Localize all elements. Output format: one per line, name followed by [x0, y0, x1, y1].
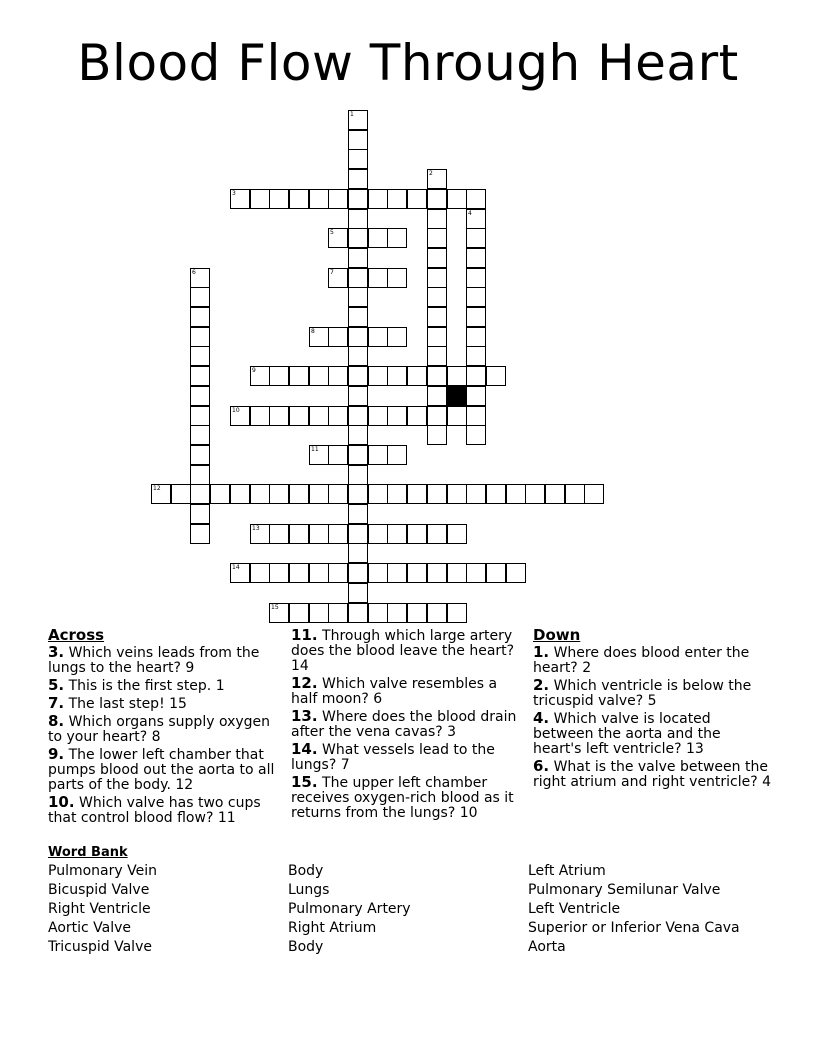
- clue-number: 10: [232, 407, 240, 414]
- grid-cell[interactable]: [328, 406, 348, 426]
- grid-cell[interactable]: [387, 366, 407, 386]
- grid-cell[interactable]: [190, 524, 210, 544]
- grid-cell[interactable]: [368, 524, 388, 544]
- grid-cell[interactable]: [348, 603, 368, 623]
- grid-cell[interactable]: [190, 366, 210, 386]
- word-bank-item: Right Ventricle: [48, 901, 151, 917]
- grid-cell[interactable]: [250, 524, 270, 544]
- grid-cell[interactable]: [486, 366, 506, 386]
- grid-cell[interactable]: [348, 543, 368, 563]
- grid-cell[interactable]: [427, 307, 447, 327]
- grid-cell[interactable]: [190, 386, 210, 406]
- grid-cell[interactable]: [427, 563, 447, 583]
- grid-cell[interactable]: [269, 563, 289, 583]
- grid-cell[interactable]: [269, 524, 289, 544]
- grid-cell[interactable]: [387, 445, 407, 465]
- clue-number: 2: [429, 170, 433, 177]
- grid-cell[interactable]: [348, 484, 368, 504]
- grid-cell[interactable]: [328, 327, 348, 347]
- grid-cell[interactable]: [348, 228, 368, 248]
- clue-number: 7: [330, 269, 334, 276]
- grid-cell[interactable]: [348, 366, 368, 386]
- grid-cell[interactable]: [190, 425, 210, 445]
- grid-cell[interactable]: [407, 189, 427, 209]
- grid-cell[interactable]: [348, 425, 368, 445]
- word-bank-item: Body: [288, 863, 324, 879]
- grid-cell[interactable]: [407, 563, 427, 583]
- clue-number: 9: [252, 367, 256, 374]
- across-clues-col-2: [291, 628, 519, 823]
- grid-cell[interactable]: [466, 406, 486, 426]
- grid-cell[interactable]: [427, 287, 447, 307]
- word-bank-item: Pulmonary Semilunar Valve: [528, 882, 721, 898]
- grid-cell[interactable]: [466, 189, 486, 209]
- clue-number: 11: [311, 446, 319, 453]
- grid-cell[interactable]: [427, 327, 447, 347]
- grid-cell[interactable]: [309, 445, 329, 465]
- grid-cell[interactable]: [190, 504, 210, 524]
- word-bank-item: Left Ventricle: [528, 901, 621, 917]
- grid-cell[interactable]: [407, 603, 427, 623]
- grid-cell[interactable]: [289, 484, 309, 504]
- grid-cell[interactable]: [250, 484, 270, 504]
- clue-across-14: 14. What vessels lead to the lungs? 7: [291, 740, 495, 773]
- clue-number: 3: [232, 190, 236, 197]
- grid-cell[interactable]: [387, 327, 407, 347]
- grid-cell[interactable]: [348, 130, 368, 150]
- grid-cell[interactable]: [269, 366, 289, 386]
- clue-down-1: 1. Where does blood enter the heart? 2: [533, 643, 750, 676]
- clue-down-2: 2. Which ventricle is below the tricuspid valve? 5: [533, 676, 752, 709]
- clue-across-8: 8. Which organs supply oxygen to your heart? 8: [48, 712, 271, 745]
- grid-cell[interactable]: [447, 524, 467, 544]
- grid-cell[interactable]: [466, 307, 486, 327]
- grid-cell[interactable]: [565, 484, 585, 504]
- grid-cell[interactable]: [210, 484, 230, 504]
- clue-across-12: 12. Which valve resembles a half moon? 6: [291, 674, 498, 707]
- grid-cell[interactable]: [466, 425, 486, 445]
- grid-cell[interactable]: [269, 484, 289, 504]
- grid-cell[interactable]: [348, 307, 368, 327]
- clue-number: 14: [232, 564, 240, 571]
- grid-cell[interactable]: [447, 563, 467, 583]
- grid-cell[interactable]: [387, 268, 407, 288]
- grid-cell[interactable]: [407, 366, 427, 386]
- grid-cell[interactable]: [348, 563, 368, 583]
- grid-cell[interactable]: [250, 406, 270, 426]
- grid-cell[interactable]: [190, 465, 210, 485]
- grid-cell[interactable]: [348, 169, 368, 189]
- grid-cell[interactable]: [545, 484, 565, 504]
- grid-cell[interactable]: [328, 189, 348, 209]
- grid-cell[interactable]: [328, 268, 348, 288]
- grid-cell[interactable]: [427, 169, 447, 189]
- clue-across-10: 10. Which valve has two cups that control blood flow? 11: [48, 793, 261, 826]
- word-bank-item: Tricuspid Valve: [48, 939, 152, 955]
- grid-cell[interactable]: [466, 346, 486, 366]
- grid-cell[interactable]: [190, 484, 210, 504]
- grid-cell[interactable]: [269, 406, 289, 426]
- grid-cell[interactable]: [309, 327, 329, 347]
- grid-cell[interactable]: [407, 484, 427, 504]
- grid-cell[interactable]: [348, 504, 368, 524]
- grid-cell[interactable]: [190, 287, 210, 307]
- clue-across-3: 3. Which veins leads from the lungs to the heart? 9: [48, 643, 260, 676]
- grid-cell[interactable]: [190, 346, 210, 366]
- grid-cell[interactable]: [387, 228, 407, 248]
- word-bank-item: Aorta: [528, 939, 566, 955]
- grid-cell[interactable]: [427, 189, 447, 209]
- grid-cell[interactable]: [348, 346, 368, 366]
- grid-cell[interactable]: [348, 268, 368, 288]
- grid-cell[interactable]: [466, 327, 486, 347]
- grid-cell[interactable]: [368, 445, 388, 465]
- clue-down-4: 4. Which valve is located between the aorta and the heart's left ventricle? 13: [533, 709, 721, 757]
- grid-cell[interactable]: [309, 603, 329, 623]
- grid-cell[interactable]: [250, 366, 270, 386]
- grid-cell[interactable]: [230, 563, 250, 583]
- grid-cell[interactable]: [348, 149, 368, 169]
- grid-cell[interactable]: [427, 248, 447, 268]
- clue-number: 1: [350, 111, 354, 118]
- grid-cell[interactable]: [447, 189, 467, 209]
- word-bank-col-2: [288, 862, 411, 957]
- grid-cell[interactable]: [427, 524, 447, 544]
- grid-cell[interactable]: [466, 386, 486, 406]
- grid-cell[interactable]: [427, 268, 447, 288]
- grid-cell[interactable]: [348, 110, 368, 130]
- grid-cell[interactable]: [348, 445, 368, 465]
- clue-across-5: 5. This is the first step. 1: [48, 676, 225, 694]
- grid-cell[interactable]: [328, 524, 348, 544]
- word-bank-item: Aortic Valve: [48, 920, 132, 936]
- grid-cell[interactable]: [387, 563, 407, 583]
- grid-cell[interactable]: [309, 406, 329, 426]
- grid-cell[interactable]: [466, 268, 486, 288]
- across-heading: Across: [48, 626, 105, 644]
- grid-cell[interactable]: [269, 603, 289, 623]
- grid-cell[interactable]: [427, 209, 447, 229]
- grid-cell[interactable]: [387, 603, 407, 623]
- grid-cell[interactable]: [387, 524, 407, 544]
- grid-cell[interactable]: [368, 563, 388, 583]
- grid-cell[interactable]: [328, 366, 348, 386]
- word-bank-item: Right Atrium: [288, 920, 377, 936]
- clue-number: 13: [252, 525, 260, 532]
- grid-cell[interactable]: [348, 209, 368, 229]
- word-bank-item: Superior or Inferior Vena Cava: [528, 920, 740, 936]
- grid-cell[interactable]: [368, 366, 388, 386]
- grid-cell[interactable]: [427, 484, 447, 504]
- word-bank-item: Left Atrium: [528, 863, 606, 879]
- grid-cell[interactable]: [368, 189, 388, 209]
- grid-cell[interactable]: [368, 268, 388, 288]
- word-bank-item: Pulmonary Artery: [288, 901, 411, 917]
- grid-cell[interactable]: [525, 484, 545, 504]
- grid-cell[interactable]: [466, 248, 486, 268]
- grid-cell[interactable]: [466, 287, 486, 307]
- grid-cell[interactable]: [230, 484, 250, 504]
- clue-across-13: 13. Where does the blood drain after the vena cavas? 3: [291, 707, 517, 740]
- grid-cell[interactable]: [289, 603, 309, 623]
- grid-cell[interactable]: [348, 189, 368, 209]
- clue-down-6: 6. What is the valve between the right atrium and right ventricle? 4: [533, 757, 772, 790]
- grid-cell[interactable]: [230, 406, 250, 426]
- word-bank-title: Word Bank: [48, 845, 128, 860]
- grid-cell[interactable]: [348, 583, 368, 603]
- grid-cell[interactable]: [328, 228, 348, 248]
- grid-cell[interactable]: [427, 228, 447, 248]
- grid-cell[interactable]: [466, 563, 486, 583]
- word-bank-col-1: [48, 862, 157, 957]
- clue-number: 8: [311, 328, 315, 335]
- grid-cell[interactable]: [348, 287, 368, 307]
- grid-cell[interactable]: [289, 366, 309, 386]
- grid-cell[interactable]: [309, 189, 329, 209]
- grid-cell[interactable]: [427, 425, 447, 445]
- clue-across-9: 9. The lower left chamber that pumps blood out the aorta to all parts of the body. 12: [48, 745, 275, 793]
- grid-cell[interactable]: [309, 524, 329, 544]
- grid-cell[interactable]: [387, 484, 407, 504]
- grid-cell[interactable]: [289, 563, 309, 583]
- grid-cell[interactable]: [466, 228, 486, 248]
- word-bank-item: Bicuspid Valve: [48, 882, 150, 898]
- grid-cell[interactable]: [368, 327, 388, 347]
- grid-cell[interactable]: [348, 524, 368, 544]
- clue-number: 5: [330, 229, 334, 236]
- grid-cell[interactable]: [348, 327, 368, 347]
- grid-cell[interactable]: [309, 484, 329, 504]
- grid-cell[interactable]: [289, 189, 309, 209]
- page-title: Blood Flow Through Heart: [77, 34, 739, 92]
- grid-cell[interactable]: [466, 484, 486, 504]
- grid-cell[interactable]: [328, 484, 348, 504]
- grid-cell[interactable]: [348, 386, 368, 406]
- clue-across-11: 11. Through which large artery does the blood leave the heart? 14: [291, 626, 515, 674]
- grid-cell[interactable]: [387, 406, 407, 426]
- grid-cell[interactable]: [328, 563, 348, 583]
- grid-cell[interactable]: [250, 563, 270, 583]
- grid-cell[interactable]: [348, 465, 368, 485]
- clue-across-7: 7. The last step! 15: [48, 694, 187, 712]
- grid-cell[interactable]: [250, 189, 270, 209]
- down-clues-col: [533, 628, 773, 792]
- grid-cell[interactable]: [151, 484, 171, 504]
- clue-number: 15: [271, 604, 279, 611]
- across-clues-col-1: [48, 628, 276, 828]
- grid-cell[interactable]: [190, 327, 210, 347]
- grid-cell[interactable]: [328, 445, 348, 465]
- clue-number: 4: [468, 210, 472, 217]
- grid-cell[interactable]: [407, 406, 427, 426]
- grid-cell[interactable]: [190, 268, 210, 288]
- down-heading: Down: [533, 626, 581, 644]
- word-bank-item: Pulmonary Vein: [48, 863, 157, 879]
- grid-cell[interactable]: [190, 307, 210, 327]
- grid-cell[interactable]: [348, 248, 368, 268]
- grid-cell[interactable]: [348, 406, 368, 426]
- grid-cell[interactable]: [447, 603, 467, 623]
- clue-across-15: 15. The upper left chamber receives oxygen-rich blood as it returns from the lungs? 10: [291, 773, 514, 821]
- grid-cell[interactable]: [506, 563, 526, 583]
- grid-cell[interactable]: [309, 366, 329, 386]
- word-bank-item: Lungs: [288, 882, 330, 898]
- grid-cell[interactable]: [447, 406, 467, 426]
- grid-cell[interactable]: [230, 189, 250, 209]
- grid-cell[interactable]: [506, 484, 526, 504]
- grid-cell[interactable]: [328, 603, 348, 623]
- grid-cell[interactable]: [190, 406, 210, 426]
- grid-cell[interactable]: [427, 603, 447, 623]
- grid-cell[interactable]: [427, 366, 447, 386]
- grid-cell[interactable]: [387, 189, 407, 209]
- grid-cell[interactable]: [289, 406, 309, 426]
- grid-cell[interactable]: [486, 563, 506, 583]
- grid-cell[interactable]: [427, 406, 447, 426]
- clue-number: 6: [192, 269, 196, 276]
- word-bank-item: Body: [288, 939, 324, 955]
- word-bank-col-3: [528, 862, 740, 957]
- grid-cell[interactable]: [466, 209, 486, 229]
- grid-cell[interactable]: [486, 484, 506, 504]
- grid-cell[interactable]: [309, 563, 329, 583]
- clue-number: 12: [153, 485, 161, 492]
- grid-cell[interactable]: [368, 228, 388, 248]
- black-cell: [447, 386, 467, 406]
- grid-cell[interactable]: [407, 524, 427, 544]
- grid-cell[interactable]: [289, 524, 309, 544]
- grid-cell[interactable]: [171, 484, 191, 504]
- grid-cell[interactable]: [584, 484, 604, 504]
- grid-cell[interactable]: [368, 484, 388, 504]
- grid-cell[interactable]: [427, 386, 447, 406]
- grid-cell[interactable]: [190, 445, 210, 465]
- grid-cell[interactable]: [447, 366, 467, 386]
- grid-cell[interactable]: [427, 346, 447, 366]
- grid-cell[interactable]: [368, 406, 388, 426]
- grid-cell[interactable]: [466, 366, 486, 386]
- grid-cell[interactable]: [368, 603, 388, 623]
- grid-cell[interactable]: [447, 484, 467, 504]
- grid-cell[interactable]: [269, 189, 289, 209]
